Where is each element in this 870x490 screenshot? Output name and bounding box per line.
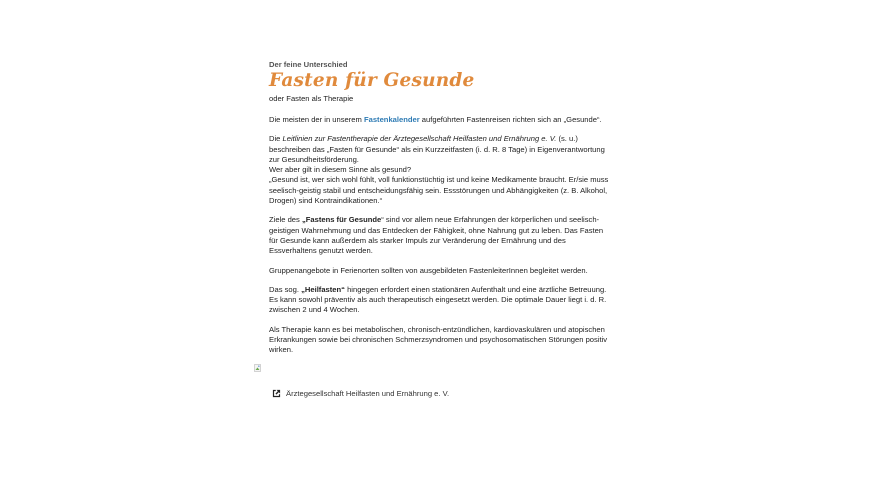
- text: Die: [269, 134, 283, 144]
- paragraph-guidelines: [269, 134, 609, 206]
- broken-image-icon: [254, 364, 262, 372]
- paragraph-goals: [269, 215, 609, 256]
- text: aufgeführten Fastenreisen richten sich an „Gesunde“.: [419, 115, 602, 124]
- text: Ziele des: [269, 215, 302, 225]
- external-link-label: Ärztegesellschaft Heilfasten und Ernährung e. V.: [286, 389, 450, 398]
- external-link-aerztegesellschaft[interactable]: [272, 389, 449, 398]
- fastenkalender-link[interactable]: Fastenkalender: [363, 115, 420, 124]
- text: “ sind vor allem neue Erfahrungen der körperlichen und seelisch-geistigen Wahrnehmung und das Entdecken der Fähigkeit, ohne Nahrung gut zu leben. Das Fasten für Gesunde kann außerdem als starker Impuls zur Veränderung der Ernährung und des Essverhaltens genutzt werden.: [269, 215, 604, 256]
- paragraph-intro: [269, 115, 609, 125]
- question: Wer aber gilt in diesem Sinne als gesund?: [269, 165, 412, 175]
- paragraph-heilfasten: [269, 285, 609, 316]
- text: Die meisten der in unserem: [269, 115, 364, 124]
- text: hingegen erfordert einen stationären Aufenthalt und eine ärztliche Betreuung. Es kann sowohl präventiv als auch therapeutisch eingesetzt werden. Die optimale Dauer liegt i. d. R. zwischen 2 und 4 Wochen.: [269, 284, 607, 315]
- guidelines-title: Leitlinien zur Fastentherapie der Ärztegesellschaft Heilfasten und Ernährung e. V.: [282, 134, 557, 144]
- article: [269, 60, 609, 356]
- paragraph-groups: Gruppenangebote in Ferienorten sollten von ausgebildeten FastenleiterInnen begleitet werden.: [269, 265, 588, 275]
- external-link-icon: [272, 389, 281, 398]
- text: Das sog.: [269, 284, 302, 294]
- page-title: Fasten für Gesunde: [269, 70, 475, 91]
- kicker: Der feine Unterschied: [269, 60, 348, 69]
- paragraph-therapy: Als Therapie kann es bei metabolischen, chronisch-entzündlichen, kardiovaskulären und atopischen Erkrankungen sowie bei chronischen Schmerzsyndromen und psychosomatischen Störungen positiv wirken.: [269, 324, 608, 355]
- bold-term: „Fastens für Gesunde: [301, 215, 382, 225]
- subtitle: oder Fasten als Therapie: [269, 94, 354, 103]
- text: (s. u.) beschreiben das „Fasten für Gesunde“ als ein Kurzzeitfasten (i. d. R. 8 Tage) in Eigenverantwortung zur Gesundheitsförderung.: [269, 134, 605, 164]
- quote: „Gesund ist, wer sich wohl fühlt, voll funktionstüchtig ist und keine Medikamente braucht. Er/sie muss seelisch-geistig stabil und entscheidungsfähig sein. Essstörungen und Abhängigkeiten (z. B. Alkohol, Drogen) sind Kontraindikationen.“: [269, 175, 609, 206]
- bold-term: „Heilfasten“: [301, 284, 345, 294]
